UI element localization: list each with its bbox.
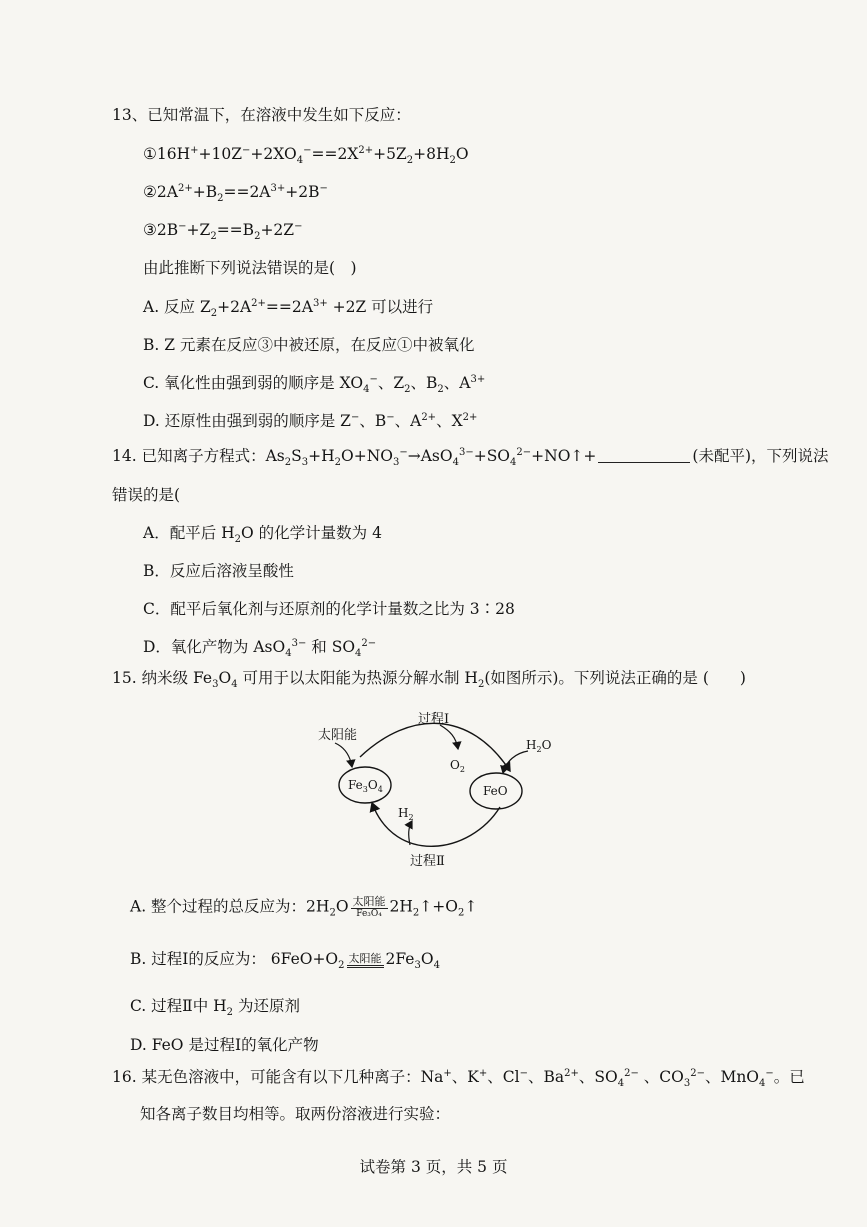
q14-stem-continued: 错误的是( [112,486,181,504]
fe3o4-cycle-diagram [300,705,570,880]
q14-option-c: C．配平后氧化剂与还原剂的化学计量数之比为 3∶28 [143,600,515,618]
q16-stem: 16. 某无色溶液中，可能含有以下几种离子：Na+、K+、Cl−、$Ba^{2+}$、$SO_4^{2-}$ 、$CO_3^{2-}$、MnO$_4$−。已 [112,1067,805,1090]
q13-question: 由此推断下列说法错误的是( ) [143,259,357,277]
q13-reaction-2: $②2A^{2+}+B_2==2A^{3+}+2B^-$ [143,182,328,205]
h2-label: $H_2$ [398,806,414,822]
process-1-label: 过程Ⅰ [418,712,450,727]
reaction-condition: $\frac{\text{太阳能}}{\text{Fe₃O₄}}$ [352,895,386,919]
q13-reaction-1: $①16H^++10Z^-+2XO_4^-==2X^{2+}+5Z_2+8H_2O$ [143,144,469,167]
process-2-arrow [372,803,500,846]
q15-option-a: A. 整个过程的总反应为：$2H_2O$ $\frac{\text{太阳能}}{\text{Fe₃O₄}}$ $2H_2↑+O_2↑$ [130,895,478,919]
h2o-arrow [503,751,528,773]
fe3o4-label: $Fe_3O_4$ [348,778,383,794]
page-footer: 试卷第 3 页，共 5 页 [359,1158,508,1176]
q13-reaction-3: $③2B^-+Z_2==B_2+2Z^-$ [143,220,303,243]
h2-arrow [409,821,412,845]
q15-option-b: B. 过程Ⅰ的反应为： $6FeO+O_2$ 太阳能 $2Fe_3O_4$ [130,950,440,972]
q13-option-c: C. 氧化性由强到弱的顺序是 $XO_4^-$、$Z_2$、$B_2$、$A^{3+}$ [143,373,486,396]
reaction-condition: 太阳能 [347,952,384,968]
q14-stem: 14. 已知离子方程式：$As_2S_3+H_2O+NO_3^-\to AsO_4^{3-}+SO_4^{2-}+NO↑+$ (未配平)，下列说法 [112,446,829,469]
q13-stem: 13、已知常温下，在溶液中发生如下反应： [112,106,411,124]
q13-option-a: A. 反应 $Z_2+2A^{2+}==2A^{3+} +2Z$ 可以进行 [143,297,434,320]
q14-option-b: B．反应后溶液呈酸性 [143,562,294,580]
o2-arrow [440,725,458,749]
solar-label: 太阳能 [318,728,358,743]
q13-option-b: B. Z 元素在反应③中被还原，在反应①中被氧化 [143,336,475,354]
q15-stem: 15. 纳米级 $Fe_3O_4$ 可用于以太阳能为热源分解水制 $H_2$(如图所示)。下列说法正确的是 ( ) [112,669,746,691]
q15-option-c: C. 过程Ⅱ中 $H_2$ 为还原剂 [130,997,300,1019]
q15-option-d: D. FeO 是过程Ⅰ的氧化产物 [130,1036,319,1054]
answer-blank [598,462,690,463]
feo-label: FeO [483,784,508,798]
q13-option-d: D. 还原性由强到弱的顺序是 Z−、B−、$A^{2+}$、$X^{2+}$ [143,411,478,430]
process-2-label: 过程Ⅱ [410,854,445,869]
o2-label: $O_2$ [450,758,465,774]
process-1-arrow [360,723,510,771]
solar-arrow [335,743,352,767]
h2o-label: $H_2O$ [526,738,552,754]
q14-option-d: D．氧化产物为 AsO$_4^{3-}$ 和 $SO_4^{2-}$ [143,637,377,660]
q14-option-a: A．配平后 $H_2O$ 的化学计量数为 4 [143,524,382,546]
q16-stem-continued: 知各离子数目均相等。取两份溶液进行实验： [140,1105,451,1123]
